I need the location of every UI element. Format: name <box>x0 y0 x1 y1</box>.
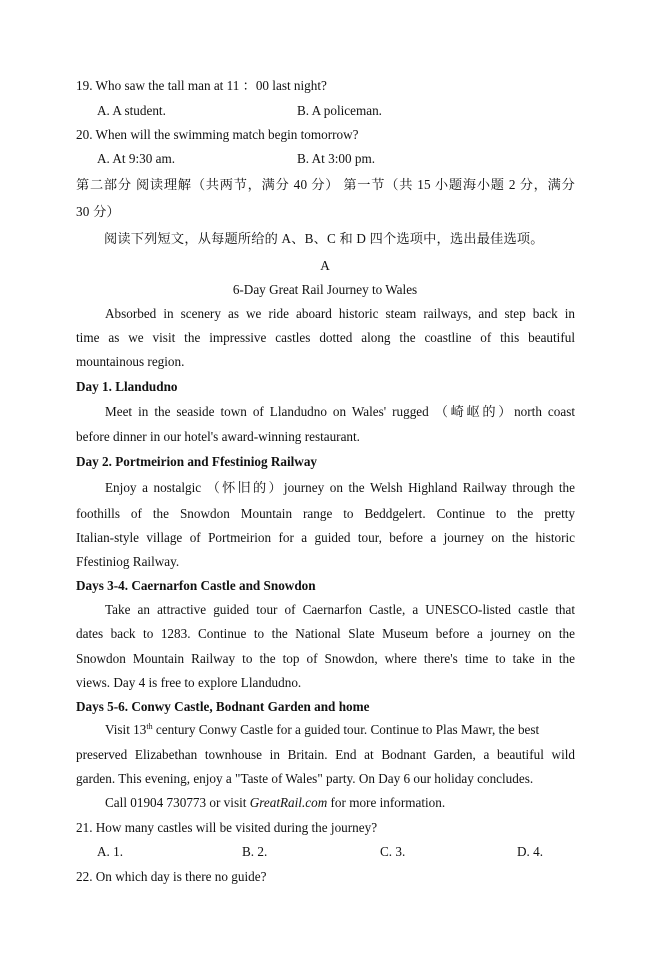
day1-heading: Day 1. Llandudno <box>76 379 178 394</box>
contact-text: Call 01904 730773 or visit <box>105 795 250 810</box>
question-20-option-a: A. At 9:30 am. <box>97 151 176 166</box>
question-21-option-b: B. 2. <box>242 844 268 859</box>
day2-line-1: Enjoy a nostalgic （怀旧的）journey on the Welsh Highland Railway through the <box>105 480 575 495</box>
question-21-option-c: C. 3. <box>380 844 406 859</box>
day56-line-1-pre: Visit 13 <box>105 722 147 737</box>
contact-line <box>105 794 445 812</box>
day2-heading: Day 2. Portmeirion and Ffestiniog Railway <box>76 454 318 469</box>
question-21-stem: 21. How many castles will be visited during the journey? <box>76 820 378 835</box>
intro-line-2: time as we visit the impressive castles dotted along the coastline of this beautiful <box>76 330 575 345</box>
question-19-stem: 19. Who saw the tall man at 11 ：00 last night? <box>76 78 327 93</box>
day56-heading: Days 5-6. Conwy Castle, Bodnant Garden and home <box>76 699 370 714</box>
question-19-option-a: A. A student. <box>97 103 166 118</box>
day34-heading: Days 3-4. Caernarfon Castle and Snowdon <box>76 578 316 593</box>
day1-line-2: before dinner in our hotel's award-winning restaurant. <box>76 429 360 444</box>
intro-line-3: mountainous region. <box>76 354 185 369</box>
day34-line-3: Snowdon Mountain Railway to the top of Snowdon, where there's time to take in the <box>76 651 575 666</box>
day34-line-2: dates back to 1283. Continue to the National Slate Museum before a journey on the <box>76 626 575 641</box>
question-21-option-a: A. 1. <box>97 844 124 859</box>
website-link[interactable]: GreatRail.com <box>249 795 328 810</box>
day2-line-3: Italian-style village of Portmeirion for a guided tour, before a journey on the historic <box>76 530 575 545</box>
passage-title: 6-Day Great Rail Journey to Wales <box>232 282 418 297</box>
day2-line-2: foothills of the Snowdon Mountain range to Beddgelert. Continue to the pretty <box>76 506 575 521</box>
ordinal-suffix: th <box>146 722 153 731</box>
question-21-option-d: D. 4. <box>517 844 544 859</box>
section-heading-score: 30 分） <box>76 204 120 219</box>
section-heading: 第二部分 阅读理解（共两节，满分 40 分） 第一节（共 15 小题海小题 2 分，满分 <box>76 177 575 192</box>
day56-line-1 <box>105 721 539 739</box>
question-19-option-b: B. A policeman. <box>297 103 382 118</box>
passage-letter: A <box>320 258 330 273</box>
question-22-stem: 22. On which day is there no guide? <box>76 869 267 884</box>
day1-line-1: Meet in the seaside town of Llandudno on Wales' rugged （崎岖的）north coast <box>105 404 575 419</box>
day56-line-2: preserved Elizabethan townhouse in Britain. End at Bodnant Garden, a beautiful wild <box>76 747 575 762</box>
day56-line-3: garden. This evening, enjoy a "Taste of Wales" party. On Day 6 our holiday concludes. <box>76 771 534 786</box>
contact-text-end: for more information. <box>327 795 446 810</box>
day34-line-4: views. Day 4 is free to explore Llandudno. <box>76 675 302 690</box>
question-20-stem: 20. When will the swimming match begin tomorrow? <box>76 127 359 142</box>
day2-line-4: Ffestiniog Railway. <box>76 554 180 569</box>
day56-line-1-post: century Conwy Castle for a guided tour. Continue to Plas Mawr, the best <box>152 722 540 737</box>
intro-line-1: Absorbed in scenery as we ride aboard historic steam railways, and step back in <box>105 306 575 321</box>
question-20-option-b: B. At 3:00 pm. <box>297 151 376 166</box>
section-instruction: 阅读下列短文，从每题所给的 A、B、C 和 D 四个选项中，选出最佳选项。 <box>104 231 544 246</box>
day34-line-1: Take an attractive guided tour of Caernarfon Castle, a UNESCO-listed castle that <box>105 602 575 617</box>
